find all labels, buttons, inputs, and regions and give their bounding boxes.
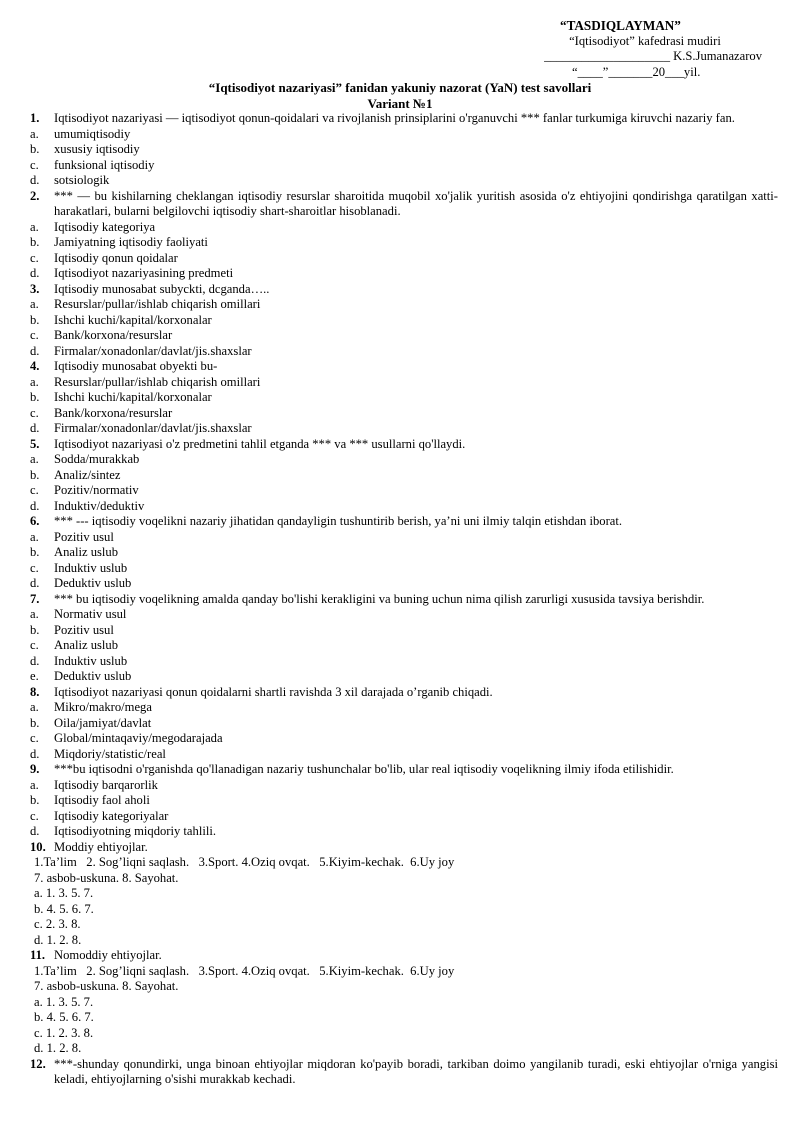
question-row	[30, 189, 778, 220]
question-item	[30, 437, 778, 515]
option-letter: a.	[30, 126, 39, 141]
answer-option	[30, 731, 778, 747]
option-letter: a.	[30, 607, 39, 621]
question-number: 10.	[30, 839, 46, 854]
question-row	[30, 685, 778, 701]
option-letter: b.	[30, 715, 40, 730]
answer-option	[30, 344, 778, 360]
answer-option	[30, 499, 778, 515]
option-text: Firmalar/xonadonlar/davlat/jis.shaxslar	[54, 343, 252, 358]
option-letter: d.	[30, 343, 40, 358]
option-text: Pozitiv/normativ	[54, 483, 139, 497]
question-item	[30, 514, 778, 592]
option-text: Analiz uslub	[54, 638, 119, 652]
option-text: Deduktiv uslub	[54, 669, 132, 683]
question-item	[30, 948, 778, 1057]
answer-option	[30, 142, 778, 158]
question-line: c. 1. 2. 3. 8.	[34, 1025, 94, 1040]
variant-label: Variant №1	[367, 96, 433, 111]
answer-option	[30, 654, 778, 670]
answer-option	[30, 623, 778, 639]
option-letter: e.	[30, 669, 39, 683]
option-letter: d.	[30, 746, 40, 761]
question-text: Iqtisodiyot nazariyasi qonun qoidalarni shartli ravishda 3 xil darajada o’rganib chiqadi.	[54, 684, 493, 699]
option-text: Oila/jamiyat/davlat	[54, 715, 152, 730]
option-letter: d.	[30, 576, 40, 590]
option-letter: d.	[30, 498, 40, 513]
answer-option	[30, 607, 778, 623]
answer-option	[30, 468, 778, 484]
option-letter: c.	[30, 157, 39, 172]
approval-title: “TASDIQLAYMAN”	[560, 18, 681, 33]
question-row	[30, 514, 778, 530]
answer-option	[30, 266, 778, 282]
answer-option	[30, 793, 778, 809]
option-letter: d.	[30, 421, 40, 435]
option-letter: a.	[30, 452, 39, 466]
answer-option	[30, 669, 778, 685]
option-letter: a.	[30, 297, 39, 311]
question-line: c. 2. 3. 8.	[34, 917, 81, 931]
option-letter: a.	[30, 700, 39, 714]
question-line: 7. asbob-uskuna. 8. Sayohat.	[34, 870, 179, 885]
option-letter: b.	[30, 467, 40, 482]
option-letter: a.	[30, 374, 39, 389]
answer-option	[30, 483, 778, 499]
option-text: Resurslar/pullar/ishlab chiqarish omillari	[54, 297, 261, 311]
answer-option	[30, 638, 778, 654]
answer-option	[30, 235, 778, 251]
option-letter: d.	[30, 266, 40, 280]
question-row	[30, 762, 778, 778]
option-text: Induktiv uslub	[54, 653, 128, 668]
approval-position: “Iqtisodiyot” kafedrasi mudiri	[569, 33, 721, 48]
answer-option	[30, 576, 778, 592]
option-letter: b.	[30, 793, 40, 807]
option-text: Pozitiv usul	[54, 622, 114, 637]
question-number: 7.	[30, 591, 40, 606]
question-text: *** — bu kishilarning cheklangan iqtisodiy resurslar sharoitida muqobil xo'jalik yuritish asosida o'z ehtiyojini qondirishga qaratilgan xatti-harakatlari, bularni belgilovchi iqtisodiy shart-sharoitlar hisoblanadi.	[54, 188, 778, 218]
option-text: Iqtisodiy barqarorlik	[54, 777, 158, 792]
question-item	[30, 282, 778, 360]
question-text: *** bu iqtisodiy voqelikning amalda qanday bo'lishi kerakligini va buning uchun nima qilish zarurligi xususida tavsiya berishdir.	[54, 591, 705, 606]
question-text: Iqtisodiyot nazariyasi — iqtisodiyot qonun-qoidalari va rivojlanish prinsiplarini o'rganuvchi *** fanlar turkumiga kiruvchi nazariy fan.	[54, 111, 735, 125]
answer-option	[30, 158, 778, 174]
option-letter: a.	[30, 529, 39, 544]
answer-option	[30, 452, 778, 468]
option-text: Iqtisodiy qonun qoidalar	[54, 250, 178, 265]
answer-option	[30, 220, 778, 236]
option-letter: d.	[30, 824, 40, 838]
answer-option	[30, 716, 778, 732]
question-number: 6.	[30, 514, 40, 528]
question-line: 7. asbob-uskuna. 8. Sayohat.	[34, 979, 179, 993]
option-text: Normativ usul	[54, 607, 127, 621]
answer-option	[30, 545, 778, 561]
question-number: 5.	[30, 436, 40, 451]
answer-option	[30, 375, 778, 391]
answer-option	[30, 809, 778, 825]
question-item	[30, 359, 778, 437]
option-text: Jamiyatning iqtisodiy faoliyati	[54, 235, 208, 249]
question-text: Nomoddiy ehtiyojlar.	[54, 948, 162, 962]
option-text: Induktiv uslub	[54, 560, 128, 575]
option-text: Miqdoriy/statistic/real	[54, 746, 166, 761]
option-letter: c.	[30, 731, 39, 745]
question-text: ***-shunday qonundirki, unga binoan ehtiyojlar miqdoran ko'payib boradi, tarkiban doimo yangilanib turadi, eski ehtiyojlar o'rniga yangisi keladi, ehtiyojlarning o'sishi murakkab kechadi.	[54, 1056, 778, 1086]
question-line: d. 1. 2. 8.	[34, 1041, 82, 1055]
option-text: Iqtisodiy kategoriya	[54, 219, 156, 234]
question-line: b. 4. 5. 6. 7.	[34, 1010, 94, 1024]
question-row	[30, 282, 778, 298]
option-letter: b.	[30, 545, 40, 559]
option-text: Iqtisodiyot nazariyasining predmeti	[54, 266, 234, 280]
option-letter: d.	[30, 173, 40, 187]
option-letter: c.	[30, 638, 39, 652]
question-number: 2.	[30, 188, 40, 203]
option-text: Ishchi kuchi/kapital/korxonalar	[54, 312, 212, 327]
document-heading	[0, 80, 800, 112]
question-item	[30, 840, 778, 949]
option-text: Global/mintaqaviy/megodarajada	[54, 731, 223, 745]
option-letter: d.	[30, 653, 40, 668]
answer-option	[30, 530, 778, 546]
option-text: Iqtisodiy kategoriyalar	[54, 808, 169, 823]
approval-block	[520, 18, 770, 80]
answer-option	[30, 390, 778, 406]
question-row	[30, 840, 778, 856]
question-list	[30, 111, 778, 1088]
question-row	[30, 1057, 778, 1088]
option-text: umumiqtisodiy	[54, 126, 131, 141]
option-text: Pozitiv usul	[54, 529, 114, 544]
answer-option	[30, 824, 778, 840]
question-item	[30, 685, 778, 763]
question-line: a. 1. 3. 5. 7.	[34, 994, 94, 1009]
approval-signature-line: ____________________ K.S.Jumanazarov	[544, 49, 762, 63]
option-letter: b.	[30, 312, 40, 327]
option-text: Resurslar/pullar/ishlab chiqarish omillari	[54, 374, 261, 389]
question-text: Iqtisodiy munosabat subyckti, dcganda…..	[54, 281, 270, 296]
answer-option	[30, 778, 778, 794]
question-number: 3.	[30, 281, 40, 296]
option-letter: c.	[30, 483, 39, 497]
answer-option	[30, 561, 778, 577]
document-title: “Iqtisodiyot nazariyasi” fanidan yakuniy nazorat (YaN) test savollari	[208, 80, 592, 95]
answer-option	[30, 700, 778, 716]
option-text: Ishchi kuchi/kapital/korxonalar	[54, 390, 212, 404]
question-item	[30, 1057, 778, 1088]
question-item	[30, 111, 778, 189]
option-text: Sodda/murakkab	[54, 452, 140, 466]
question-number: 12.	[30, 1056, 46, 1071]
question-number: 1.	[30, 111, 40, 125]
option-letter: a.	[30, 219, 39, 234]
option-text: Deduktiv uslub	[54, 576, 132, 590]
question-text: Iqtisodiy munosabat obyekti bu-	[54, 359, 218, 373]
option-text: xususiy iqtisodiy	[54, 142, 140, 156]
option-text: Mikro/makro/mega	[54, 700, 152, 714]
approval-date-line: “____”_______20___yil.	[572, 64, 701, 79]
question-text: Moddiy ehtiyojlar.	[54, 839, 148, 854]
question-row	[30, 111, 778, 127]
question-number: 4.	[30, 359, 40, 373]
option-text: funksional iqtisodiy	[54, 157, 155, 172]
option-text: Iqtisodiyotning miqdoriy tahlili.	[54, 824, 216, 838]
answer-option	[30, 313, 778, 329]
question-number: 9.	[30, 762, 40, 776]
answer-option	[30, 251, 778, 267]
option-letter: b.	[30, 142, 40, 156]
option-letter: a.	[30, 777, 39, 792]
question-text: Iqtisodiyot nazariyasi o'z predmetini tahlil etganda *** va *** usullarni qo'llaydi.	[54, 436, 466, 451]
option-letter: c.	[30, 560, 39, 575]
option-letter: b.	[30, 622, 40, 637]
question-number: 11.	[30, 948, 46, 962]
question-row	[30, 437, 778, 453]
answer-option	[30, 297, 778, 313]
option-text: Induktiv/deduktiv	[54, 498, 145, 513]
question-number: 8.	[30, 684, 40, 699]
question-item	[30, 762, 778, 840]
option-text: Analiz/sintez	[54, 467, 121, 482]
option-text: Iqtisodiy faol aholi	[54, 793, 150, 807]
option-text: Analiz uslub	[54, 545, 119, 559]
question-item	[30, 592, 778, 685]
question-item	[30, 189, 778, 282]
option-letter: c.	[30, 250, 39, 265]
answer-option	[30, 328, 778, 344]
option-letter: b.	[30, 235, 40, 249]
option-letter: c.	[30, 328, 39, 342]
option-text: Firmalar/xonadonlar/davlat/jis.shaxslar	[54, 421, 252, 435]
question-line: a. 1. 3. 5. 7.	[34, 886, 94, 900]
answer-option	[30, 747, 778, 763]
question-row	[30, 359, 778, 375]
question-line: 1.Ta’lim 2. Sog’liqni saqlash. 3.Sport. 4.Oziq ovqat. 5.Kiyim-kechak. 6.Uy joy	[34, 963, 455, 978]
option-text: sotsiologik	[54, 173, 110, 187]
question-text: ***bu iqtisodni o'rganishda qo'llanadigan nazariy tushunchalar bo'lib, ular real iqtisodiy voqelikning ilmiy ifoda etilishidir.	[54, 762, 674, 776]
question-line: d. 1. 2. 8.	[34, 932, 82, 947]
answer-option	[30, 406, 778, 422]
question-text: *** --- iqtisodiy voqelikni nazariy jihatidan qandayligin tushuntirib berish, ya’ni uni ilmiy talqin etishdan iborat.	[54, 514, 623, 528]
answer-option	[30, 421, 778, 437]
question-line: b. 4. 5. 6. 7.	[34, 901, 94, 916]
option-letter: c.	[30, 808, 39, 823]
option-text: Bank/korxona/resurslar	[54, 405, 173, 420]
option-letter: c.	[30, 405, 39, 420]
question-row	[30, 592, 778, 608]
option-letter: b.	[30, 390, 40, 404]
question-line: 1.Ta’lim 2. Sog’liqni saqlash. 3.Sport. 4.Oziq ovqat. 5.Kiyim-kechak. 6.Uy joy	[34, 855, 455, 869]
question-row	[30, 948, 778, 964]
option-text: Bank/korxona/resurslar	[54, 328, 173, 342]
answer-option	[30, 173, 778, 189]
answer-option	[30, 127, 778, 143]
